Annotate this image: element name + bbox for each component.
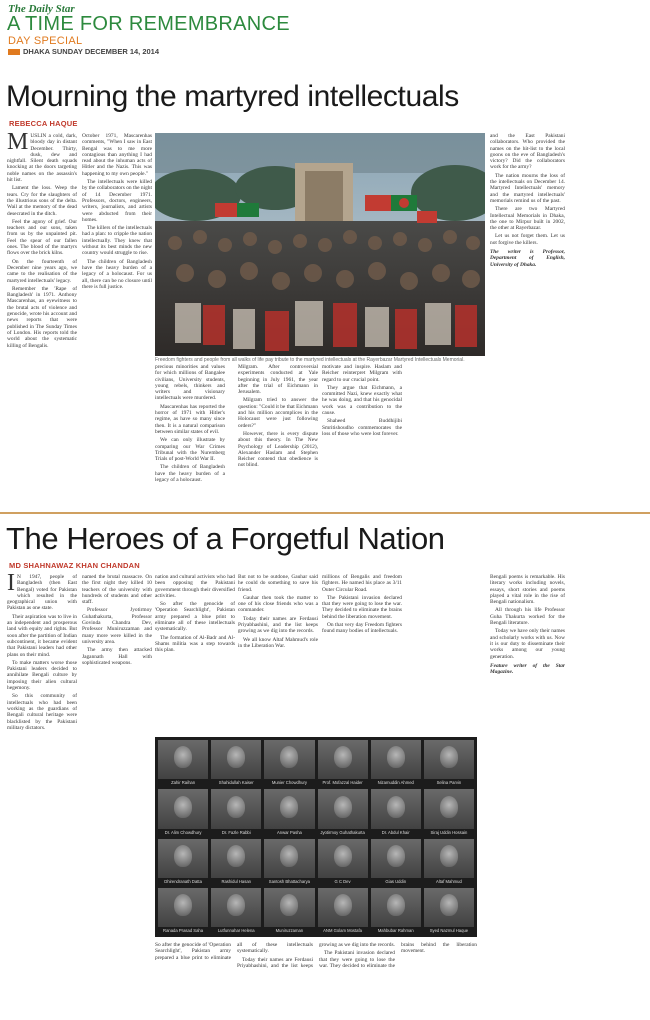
portrait (158, 839, 208, 885)
crowd-photo-image (155, 133, 485, 356)
portrait-name: Muniruzzaman (264, 927, 314, 934)
paragraph: motivate and inspire. Haslam and Reicher reinterpret Milgram with regard to our crucial point. (322, 364, 402, 383)
portrait-name: Shahidullah Kaiser (211, 779, 261, 786)
portrait-photo (227, 894, 245, 916)
portrait-photo (334, 894, 352, 916)
paragraph: The formation of Al-Badr and Al-Shams militia was a step towards this plan. (155, 634, 235, 654)
section-subtitle: DAY SPECIAL (8, 35, 83, 47)
paragraph: The nation mourns the loss of the intellectuals on December 14. Martyred Intellectuals' memory and the martyred intellectuals' memorials remind us of the past. (490, 172, 565, 204)
portrait (424, 839, 474, 885)
author-note: The writer is Professor, Department of English, University of Dhaka. (490, 249, 565, 268)
paragraph: October 1971, Mascarenhas comments, "When I saw in East Bengal was to me more contagious than anything I had read about the inhuman acts of Hitler and the Nazis. This was happening to my own people." (82, 133, 152, 177)
article1-dropcap: M (7, 133, 29, 155)
article1-col2 (82, 133, 152, 505)
article1-col1 (7, 133, 77, 505)
portrait-name: Zahir Raihan (158, 779, 208, 786)
portrait (211, 789, 261, 835)
portrait-name: Mahbubar Rahman (371, 927, 421, 934)
article2-byline: MD SHAHNAWAZ KHAN CHANDAN (9, 561, 140, 570)
paragraph: Lament the loss. Weep the tears. Cry for the slaughters of the illustrious sons of the delta. Wail at the memory of the dead desecrated in the ditch. (7, 185, 77, 217)
portrait (424, 789, 474, 835)
paragraph: nation and cultural activists who had been opposing the Pakistani government through their diversified activities. (155, 574, 235, 599)
portrait (158, 740, 208, 786)
article2-col6 (490, 574, 565, 1014)
author-note: Feature writer of the Star Magazine. (490, 662, 565, 676)
portrait (318, 888, 368, 934)
paragraph: The army then attacked Jagannath Hall with sophisticated weapons. (82, 647, 152, 666)
paragraph: The children of Bangladesh have the heavy burden of a legacy of a holocaust. (155, 464, 225, 484)
portrait-name: Jyotirmoy Guhathakurta (318, 829, 368, 836)
portrait-photo (334, 746, 352, 768)
portrait (424, 888, 474, 934)
article2-col5 (322, 574, 402, 732)
portrait-photo (174, 746, 192, 768)
paragraph: However, there is every dispute about this theory. In The New Psychology of Leadership (2012), Alexander Haslam and Stephen Reicher contend that obedience is not blind. (238, 430, 318, 469)
portrait-photo (387, 894, 405, 916)
portrait (264, 839, 314, 885)
portrait-photo (280, 894, 298, 916)
portrait (424, 740, 474, 786)
paragraph: To make matters worse those Pakistani leaders decided to annihilate Bengali culture by imposing their alien cultural hegemony. (7, 659, 77, 692)
paragraph: They argue that Eichmann, a committed Nazi, knew exactly what he was doing, and that his genocidal work was a contribution to the cause. (322, 384, 402, 417)
portrait-photo (227, 796, 245, 818)
crowd-photo (155, 133, 485, 356)
portrait (264, 789, 314, 835)
portrait-photo (387, 796, 405, 818)
paragraph: On that very day Freedom fighters found many bodies of intellectuals. (322, 622, 402, 635)
article2-headline: The Heroes of a Forgetful Nation (6, 521, 445, 556)
paragraph: On the fourteenth of December nine years ago, we came to the realisation of the martyred intellectuals' legacy. (7, 258, 77, 284)
portrait-name: Selina Parvin (424, 779, 474, 786)
paragraph: Gauhar then took the matter to one of his close friends who was a commander. (238, 594, 318, 614)
portrait-name: Lutfunnahar Helena (211, 927, 261, 934)
portrait-name: Rashidul Hasan (211, 878, 261, 885)
paragraph: and the East Pakistani collaborators. Who provided the names on the hit-list to the local goons on the eve of Bangladesh's victory? Did the collaborators work for the army? (490, 133, 565, 171)
paragraph: We can only illustrate by comparing our War Crimes Tribunal with the Nuremberg Trials of post-World War II. (155, 437, 225, 463)
portrait-photo (227, 746, 245, 768)
article1-col3 (155, 364, 225, 505)
portrait (318, 740, 368, 786)
article1-col4 (238, 364, 318, 505)
dateline (8, 47, 159, 56)
portrait-photo (440, 894, 458, 916)
paragraph: Bengali poems is remarkable. His literary works including novels, essays, short stories and poems played a vital role in the rise of Bengali nationalism. (490, 574, 565, 606)
article2-lead (7, 574, 77, 612)
portrait-photo (387, 746, 405, 768)
paragraph: Feel the agony of grief. Our teachers and our sons, taken from us by the unpainted pit. Feel the spear of our fallen ones. The blood of the martyrs flows over the brick kilns. (7, 218, 77, 257)
portrait (211, 888, 261, 934)
portrait-name: Nizamuddin Ahmed (371, 779, 421, 786)
portrait-name: ANM Golam Mostafa (318, 927, 368, 934)
martyr-portrait-grid (155, 737, 477, 937)
paragraph: The children of Bangladesh have the heavy burden of a legacy of a holocaust. For us all, there can be no closure until there is full justice. (82, 258, 152, 290)
article2-dropcap: I (7, 574, 15, 596)
portrait-photo (280, 845, 298, 867)
article1-lead (7, 133, 77, 183)
photo-caption: Freedom fighters and people from all walks of life pay tribute to the martyred intellectuals at the Rayerbazar Martyred Intellectuals Memorial. (155, 357, 465, 363)
portrait (371, 740, 421, 786)
portrait-name: Dhirendranath Datta (158, 878, 208, 885)
paragraph: But not to be outdone, Gauhar said he could do something to save his friend. (238, 574, 318, 593)
article2-col2 (82, 574, 152, 1014)
paragraph: The Pakistani invasion declared that they were going to lose the war. They decided to eliminate the brains behind the liberation movement. (319, 942, 477, 969)
portrait-photo (174, 894, 192, 916)
portrait-name: Gias Uddin (371, 878, 421, 885)
portrait-photo (334, 796, 352, 818)
portrait-name: Prof. Mofazzal Haider (318, 779, 368, 786)
paragraph: The intellectuals were killed by the collaborators on the night of 14 December 1971. Professors, doctors, engineers, writers, journalists, and artists were abducted from their homes. (82, 179, 152, 223)
portrait (158, 888, 208, 934)
paragraph: Today their names are Ferdausi Priyabhashini, and the list keeps growing as we dig into the records. (237, 942, 395, 969)
portrait (211, 740, 261, 786)
portrait-photo (440, 796, 458, 818)
paper-name: The Daily Star (8, 3, 75, 15)
paragraph: Let us not forget them. Let us not forgive the killers. (490, 233, 565, 246)
portrait-photo (280, 796, 298, 818)
paragraph: Today their names are Ferdausi Priyabhashini, and the list keeps growing as we dig into the records. (238, 615, 318, 635)
paragraph: Shaheed Buddhijibi Smritishoudho commemorates the loss of those who were lost forever. (322, 418, 402, 437)
portrait (264, 740, 314, 786)
portrait (158, 789, 208, 835)
section-divider (0, 512, 650, 514)
portrait-grid-inner (158, 740, 474, 934)
portrait (371, 839, 421, 885)
article2-col1 (7, 574, 77, 1014)
paragraph: millions of Bengalis and freedom fighters. He named his place as 3/11 Outer Circular Road. (322, 574, 402, 593)
portrait (318, 789, 368, 835)
portrait (371, 789, 421, 835)
paragraph: The Pakistani invasion declared that they were going to lose the war. They decided to eliminate the brains behind the liberation movement. (322, 594, 402, 620)
portrait-photo (174, 845, 192, 867)
portrait-name: G C Dev (318, 878, 368, 885)
portrait-photo (387, 845, 405, 867)
portrait-name: Dr. Alim Chowdhury (158, 829, 208, 836)
paragraph: So after the genocide of 'Operation Searchlight', Pakistan army prepared a blue print to eliminate all of these intellectuals systematically. (155, 601, 235, 633)
paragraph: The killers of the intellectuals had a plan: to cripple the nation intellectually. They knew that without its best minds the new country would struggle to rise. (82, 225, 152, 257)
portrait-photo (440, 845, 458, 867)
portrait (318, 839, 368, 885)
paragraph: precious minorities and values for which millions of Bangalee civilians, University students, young rebels, thinkers and writers and visionary intellectuals were murdered. (155, 364, 225, 402)
portrait-photo (280, 746, 298, 768)
article1-byline: REBECCA HAQUE (9, 119, 78, 128)
article2-lead-text: N 1947, people of Bangladesh (then East Bengal) voted for Pakistan which resulted in the geographical union with Pakistan as one state. (7, 574, 77, 612)
portrait-photo (334, 845, 352, 867)
paragraph: So this community of intellectuals who had been working as the guardians of Bengali cultural heritage were blacklisted by the Pakistani military dictators. (7, 693, 77, 731)
paragraph: We all know Altaf Mahmud's role in the Liberation War. (238, 636, 318, 649)
paragraph: There are two Martyred Intellectual Memorials in Dhaka, the one to Mirpur built in 2002, the other at Rayerbazar. (490, 206, 565, 232)
article2-lower-text (155, 942, 477, 1014)
article2-col3 (155, 574, 235, 732)
section-title: A TIME FOR REMEMBRANCE (7, 13, 290, 35)
portrait-name: Anwar Pasha (264, 829, 314, 836)
paragraph: Remember the 'Rape of Bangladesh' in 1971. Anthony Mascarenhas, an eyewitness to the brutal acts of violence and genocide, wrote his account and news reports that were published in The Sunday Times of London. His reports told the world about the systematic killing of Bengalis. (7, 285, 77, 349)
portrait (264, 888, 314, 934)
dateline-bar (8, 49, 20, 55)
portrait-photo (440, 746, 458, 768)
article2-col4 (238, 574, 318, 732)
article1-lead-text: USLIN a cold, dark, bloody day in distant December. Thirty, dusk, dew and nightfall. Silent death squads knocking at the doors targeting noble names on the assassin's hit list. (7, 133, 77, 184)
masthead (0, 0, 650, 56)
paragraph: Milgram tried to answer the question: "Could it be that Eichmann and his million accomplices in the Holocaust were just following orders?" (238, 397, 318, 429)
portrait (371, 888, 421, 934)
portrait-name: Dr. Fazle Rabbi (211, 829, 261, 836)
paragraph: named the brutal massacre. On the first night they killed 10 teachers of the university with hundreds of students and other staff. (82, 574, 152, 606)
portrait-name: Siraj Uddin Hossain (424, 829, 474, 836)
paragraph: Milgram. After controversial experiments conducted at Yale beginning in July 1961, the year after the trial of Eichmann in Jerusalem. (238, 364, 318, 396)
paragraph: Their aspiration was to live in an independent and prosperous land with equity and rights. But soon after the partition of Indian subcontinent, it became evident that Pakistani leaders had other plans on their mind. (7, 613, 77, 658)
portrait (211, 839, 261, 885)
portrait-name: Altaf Mahmud (424, 878, 474, 885)
paragraph: Mascarenhas has reported the horror of 1971 with Hitler's regime, as have so many since then. It is a natural comparison between similar states of evil. (155, 403, 225, 435)
paragraph: Today we have only their names and scholarly works with us. Now it is our duty to disseminate their works among our young generation. (490, 628, 565, 660)
article1-col5 (322, 364, 402, 505)
dateline-text: DHAKA SUNDAY DECEMBER 14, 2014 (23, 47, 160, 56)
portrait-name: Syed Nazmul Haque (424, 927, 474, 934)
article1-headline: Mourning the martyred intellectuals (6, 80, 459, 113)
paragraph: All through his life Professor Guha Thakurta worked for the Bengali literature. (490, 607, 565, 627)
portrait-photo (227, 845, 245, 867)
article1-col6 (490, 133, 565, 505)
portrait-name: Santosh Bhattacharya (264, 878, 314, 885)
portrait-name: Dr. Abdul Khair (371, 829, 421, 836)
portrait-name: Munier Chowdhury (264, 779, 314, 786)
portrait-photo (174, 796, 192, 818)
portrait-name: Ranada Prasad Saha (158, 927, 208, 934)
paragraph: Professor Jyotirmoy Guhathakurta, Professor Govinda Chandra Dev, Professor Muniruzzaman and many more were killed in the university area. (82, 607, 152, 645)
paragraph: So after the genocide of 'Operation Searchlight', Pakistan army prepared a blue print to eliminate all of these intellectuals systematically. (155, 942, 313, 961)
